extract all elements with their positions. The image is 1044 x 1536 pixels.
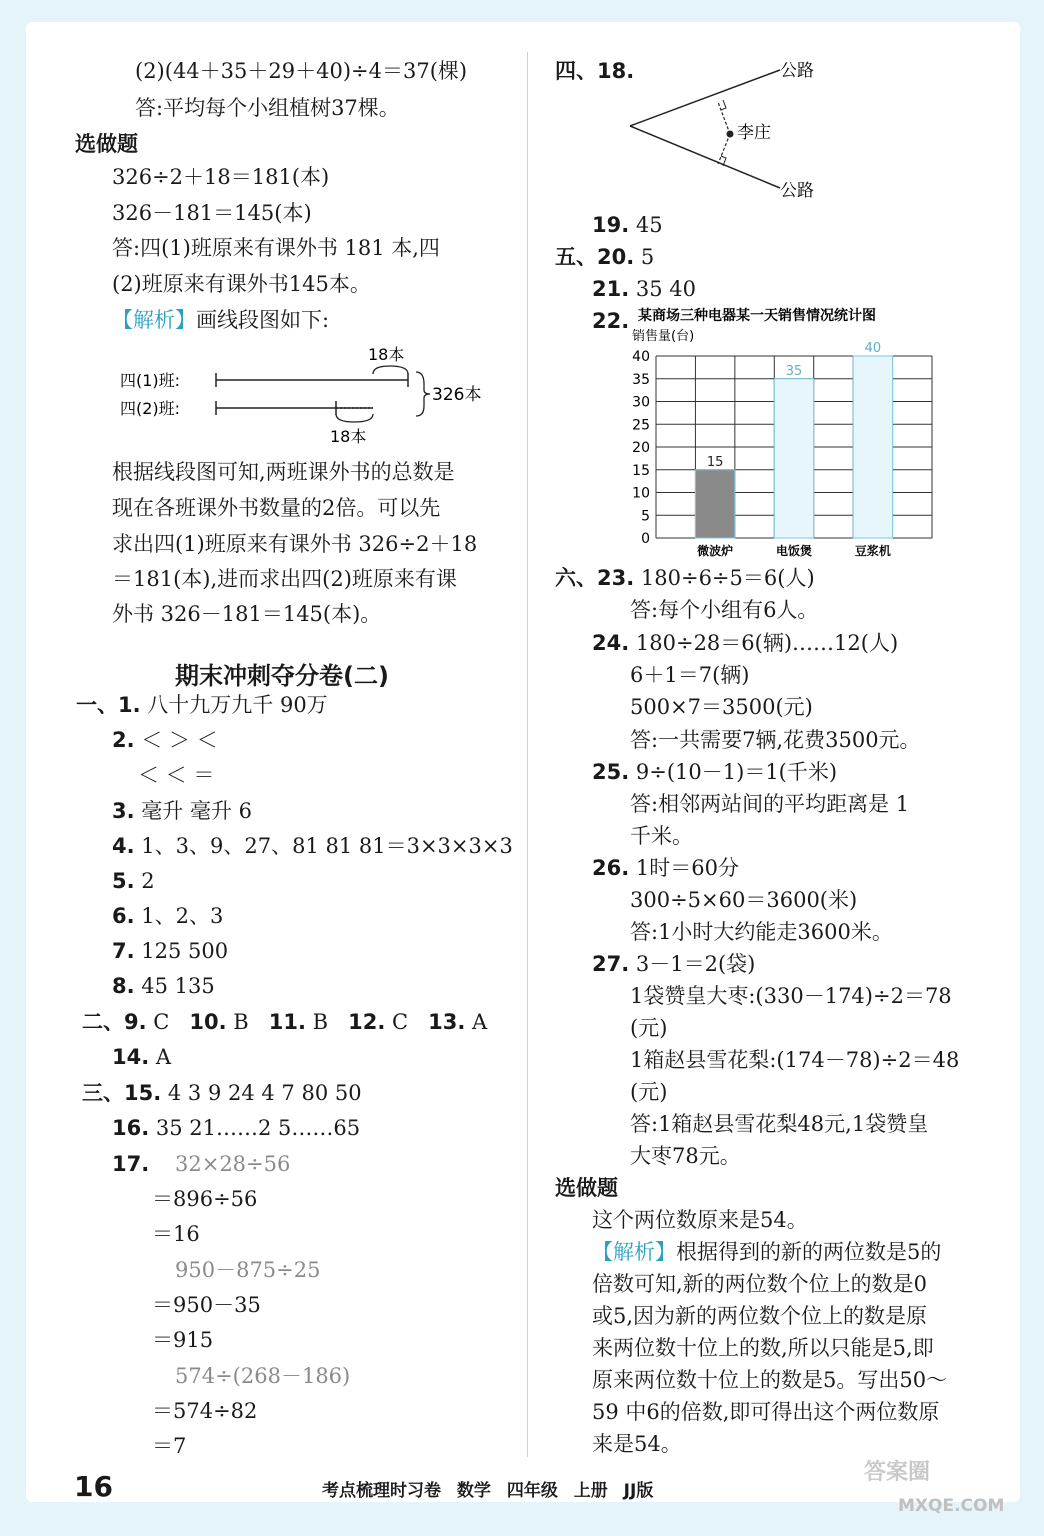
footer-text: 考点梳理时习卷 数学 四年级 上册 JJ版 <box>322 1481 654 1501</box>
q24-num: 24. <box>592 631 630 655</box>
q7-text: 125 500 <box>141 939 229 963</box>
seg-top-brace <box>373 366 408 374</box>
chart-title: 某商场三种电器某一天销售情况统计图 <box>638 308 876 324</box>
q19-num: 19. <box>592 213 630 237</box>
right-analysis-7: 来是54。 <box>592 1432 682 1456</box>
q27-l2: 1袋赞皇大枣:(330－174)÷2＝78 <box>630 984 952 1008</box>
q17-b: 950－875÷25 <box>175 1258 321 1282</box>
q19-text: 45 <box>635 213 663 237</box>
q9-13 <box>82 1009 487 1035</box>
y-tick-label: 0 <box>641 531 650 547</box>
sales-bar-chart <box>620 302 950 564</box>
q1-text: 八十九万九千 90万 <box>147 693 328 717</box>
analysis-text: 画线段图如下: <box>196 308 330 332</box>
q25-num: 25. <box>592 760 630 784</box>
q3 <box>112 798 252 824</box>
q13-text: A <box>472 1010 488 1034</box>
q16-text: 35 21……2 5……65 <box>155 1116 361 1140</box>
expl-3: 求出四(1)班原来有课外书 326÷2＋18 <box>112 532 478 556</box>
y-tick-label: 20 <box>632 440 650 456</box>
left-p4: 326－181＝145(本) <box>112 201 312 225</box>
y-tick-label: 25 <box>632 417 650 434</box>
right-analysis-tag: 【解析】 <box>592 1240 676 1264</box>
seg-top-label: 18本 <box>368 345 405 364</box>
right-analysis-4: 来两位数十位上的数,所以只能是5,即 <box>592 1336 934 1360</box>
right-analysis-text: 根据得到的新的两位数是5的 <box>676 1240 942 1264</box>
q6-text: 1、2、3 <box>141 904 224 928</box>
x-category-label: 微波炉 <box>697 544 734 558</box>
q11-text: B <box>312 1010 329 1034</box>
left-p3: 326÷2＋18＝181(本) <box>112 165 330 189</box>
q21 <box>592 276 696 302</box>
q10-text: B <box>233 1010 249 1034</box>
q23-text: 180÷6÷5＝6(人) <box>640 566 815 590</box>
q12-num: 12. <box>348 1010 386 1034</box>
x-category-label: 豆浆机 <box>854 544 891 558</box>
q27-l4: 1箱赵县雪花梨:(174－78)÷2＝48 <box>630 1048 960 1072</box>
chart-labels <box>632 341 891 558</box>
q26-num: 26. <box>592 856 630 880</box>
q23-num: 六、23. <box>555 566 635 590</box>
q5-num: 5. <box>112 869 135 893</box>
watermark-logo: 答案圈 <box>864 1460 931 1485</box>
q15-text: 4 3 9 24 4 7 80 50 <box>167 1081 362 1105</box>
q2-text: ＜ ＞ ＜ <box>141 728 218 752</box>
q17-a1: ＝896÷56 <box>152 1187 258 1211</box>
analysis-tag: 【解析】 <box>112 308 196 332</box>
seg-bottom-label: 18本 <box>330 427 367 446</box>
seg-total-label: 326本 <box>432 385 482 405</box>
watermark-site: MXQE.COM <box>898 1496 1005 1516</box>
bar-3 <box>853 356 892 538</box>
q3-text: 毫升 毫升 6 <box>141 799 252 823</box>
seg-total-brace <box>416 372 430 416</box>
right-analysis-3: 或5,因为新的两位数个位上的数是原 <box>592 1304 928 1328</box>
q27 <box>592 951 755 977</box>
q24 <box>592 630 898 656</box>
right-analysis-6: 59 中6的倍数,即可得出这个两位数原 <box>592 1400 940 1424</box>
q25-text: 9÷(10－1)＝1(千米) <box>635 760 838 784</box>
q24-ans: 答:一共需要7辆,花费3500元。 <box>630 728 921 752</box>
x-category-label: 电饭煲 <box>775 544 813 558</box>
village-point <box>727 131 734 138</box>
q27-ans1: 答:1箱赵县雪花梨48元,1袋赞皇 <box>630 1112 929 1136</box>
q15 <box>82 1080 362 1106</box>
q8-text: 45 135 <box>141 974 215 998</box>
q24-l3: 500×7＝3500(元) <box>630 695 813 719</box>
q6-num: 6. <box>112 904 135 928</box>
q27-ans2: 大枣78元。 <box>630 1144 741 1168</box>
q13-num: 13. <box>428 1010 466 1034</box>
q10-num: 10. <box>189 1010 227 1034</box>
chart-ylabel: 销售量(台) <box>632 329 695 344</box>
q22-num: 22. <box>592 309 630 333</box>
q23-ans: 答:每个小组有6人。 <box>630 598 819 622</box>
q14 <box>112 1044 171 1070</box>
q26 <box>592 855 739 881</box>
bar-value-label: 35 <box>785 363 803 379</box>
bar-2 <box>774 379 813 538</box>
q24-l2: 6＋1＝7(辆) <box>630 663 750 687</box>
q25-ans2: 千米。 <box>630 824 693 848</box>
q8 <box>112 973 215 999</box>
q2-num: 2. <box>112 728 135 752</box>
q3-num: 3. <box>112 799 135 823</box>
q27-l3: (元) <box>630 1016 668 1040</box>
q11-num: 11. <box>268 1010 306 1034</box>
q14-num: 14. <box>112 1045 150 1069</box>
left-p1: (2)(44＋35＋29＋40)÷4＝37(棵) <box>135 59 468 83</box>
q5-text: 2 <box>141 869 155 893</box>
road1-label: 公路 <box>780 61 814 81</box>
q20-num: 五、20. <box>555 245 635 269</box>
q5 <box>112 868 155 894</box>
q7 <box>112 938 228 964</box>
road-upper <box>630 70 780 126</box>
expl-5: 外书 326－181＝145(本)。 <box>112 602 382 626</box>
q17-num: 17. <box>112 1152 150 1176</box>
column-divider <box>527 52 528 1457</box>
q26-text: 1时＝60分 <box>635 856 739 880</box>
expl-2: 现在各班课外书数量的2倍。可以先 <box>112 496 441 520</box>
q1-num: 一、1. <box>76 693 141 717</box>
seg-bottom-brace <box>336 414 373 422</box>
page-number: 16 <box>74 1470 113 1503</box>
q24-text: 180÷28＝6(辆)……12(人) <box>635 631 899 655</box>
q4-text: 1、3、9、27、81 81 81＝3×3×3×3 <box>141 834 513 858</box>
left-p6: (2)班原来有课外书145本。 <box>112 272 371 296</box>
seg-row2-label: 四(2)班: <box>120 399 181 418</box>
perp-lower <box>718 134 730 164</box>
village-label: 李庄 <box>737 123 771 143</box>
q2 <box>112 727 218 753</box>
q17-b2: ＝915 <box>152 1328 214 1352</box>
optional-heading-2: 选做题 <box>555 1176 618 1200</box>
segment-diagram <box>118 338 508 448</box>
optional-answer: 这个两位数原来是54。 <box>592 1208 808 1232</box>
q27-num: 27. <box>592 952 630 976</box>
q8-num: 8. <box>112 974 135 998</box>
q6 <box>112 903 223 929</box>
left-p5: 答:四(1)班原来有课外书 181 本,四 <box>112 236 440 260</box>
y-tick-label: 40 <box>632 349 650 365</box>
q12-text: C <box>392 1010 409 1034</box>
q17-c2: ＝7 <box>152 1434 187 1458</box>
perp-upper <box>718 102 730 134</box>
q25 <box>592 759 837 785</box>
q4-num: 4. <box>112 834 135 858</box>
q16-num: 16. <box>112 1116 150 1140</box>
q14-text: A <box>155 1045 172 1069</box>
q23 <box>555 565 815 591</box>
q27-l5: (元) <box>630 1080 668 1104</box>
q20 <box>555 244 654 270</box>
right-angle-upper <box>721 100 726 110</box>
q17 <box>112 1151 149 1177</box>
q1 <box>76 692 328 718</box>
seg-row1-label: 四(1)班: <box>120 371 181 390</box>
q21-text: 35 40 <box>635 277 697 301</box>
y-tick-label: 5 <box>641 508 650 525</box>
q17-c1: ＝574÷82 <box>152 1399 258 1423</box>
q17-a2: ＝16 <box>152 1222 200 1246</box>
q20-text: 5 <box>640 245 655 269</box>
optional-heading: 选做题 <box>75 132 138 156</box>
right-analysis-2: 倍数可知,新的两位数个位上的数是0 <box>592 1272 928 1296</box>
q25-ans1: 答:相邻两站间的平均距离是 1 <box>630 792 910 816</box>
section-title: 期末冲刺夺分卷(二) <box>175 662 389 690</box>
q19 <box>592 212 663 238</box>
q9-num: 二、9. <box>82 1010 147 1034</box>
left-p2: 答:平均每个小组植树37棵。 <box>135 96 400 120</box>
q26-l2: 300÷5×60＝3600(米) <box>630 888 858 912</box>
bar-value-label: 40 <box>864 341 882 356</box>
expl-4: ＝181(本),进而求出四(2)班原来有课 <box>112 567 457 591</box>
expl-1: 根据线段图可知,两班课外书的总数是 <box>112 460 455 484</box>
q2-line2: ＜ ＜ ＝ <box>138 763 215 787</box>
q9-text: C <box>153 1010 170 1034</box>
q18-road-diagram <box>620 56 860 206</box>
road2-label: 公路 <box>780 181 814 201</box>
y-tick-label: 15 <box>632 462 650 479</box>
q26-ans: 答:1小时大约能走3600米。 <box>630 920 893 944</box>
q21-num: 21. <box>592 277 630 301</box>
q17-b1: ＝950－35 <box>152 1293 261 1317</box>
y-tick-label: 35 <box>632 371 650 388</box>
q16 <box>112 1115 360 1141</box>
q15-num: 三、15. <box>82 1081 162 1105</box>
q27-text: 3－1＝2(袋) <box>635 952 756 976</box>
q7-num: 7. <box>112 939 135 963</box>
q4 <box>112 833 513 859</box>
right-analysis-5: 原来两位数十位上的数是5。写出50～ <box>592 1368 948 1392</box>
q17-a: 32×28÷56 <box>175 1152 291 1176</box>
right-analysis-1 <box>592 1239 941 1265</box>
y-tick-label: 30 <box>632 394 650 411</box>
q18-num: 四、18. <box>555 59 635 83</box>
bar-1 <box>695 470 734 538</box>
q17-c: 574÷(268－186) <box>175 1364 351 1388</box>
analysis-line <box>112 307 329 333</box>
y-tick-label: 10 <box>632 485 650 502</box>
bar-value-label: 15 <box>706 454 724 470</box>
